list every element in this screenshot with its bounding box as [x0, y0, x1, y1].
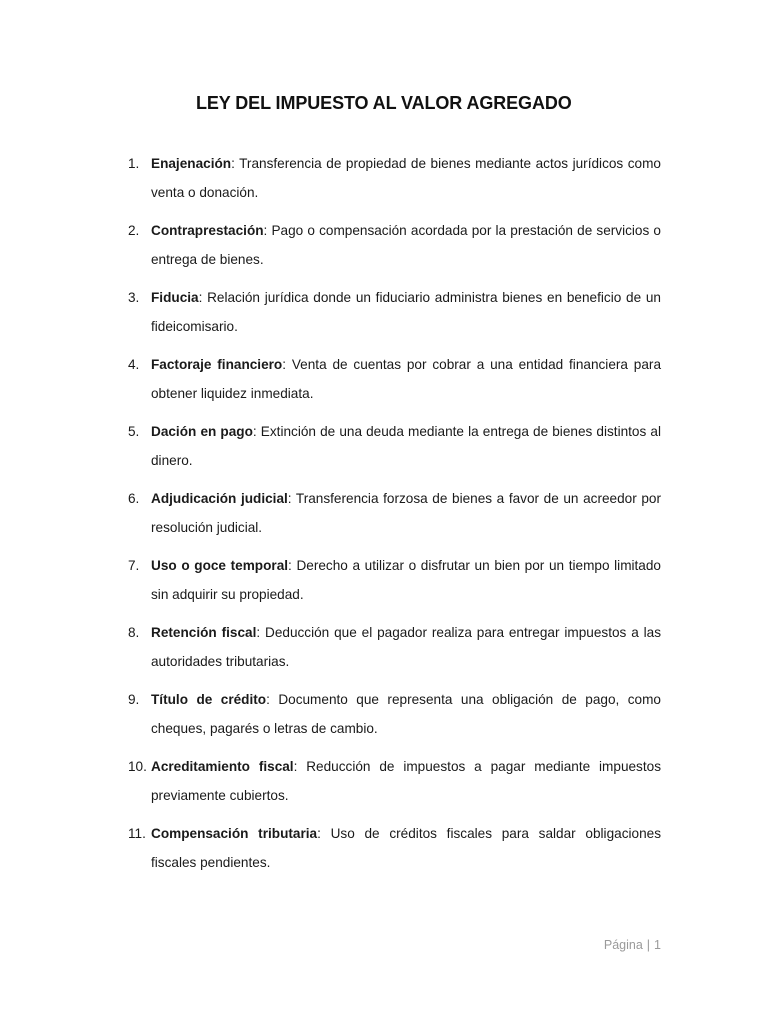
item-term: Dación en pago [151, 424, 253, 439]
item-number: 10. [128, 759, 147, 774]
list-item [0, 418, 768, 475]
list-item [0, 552, 768, 609]
page-number: 1 [654, 938, 661, 952]
list-item [0, 820, 768, 877]
item-term: Uso o goce temporal [151, 558, 289, 573]
item-definition: : Derecho a utilizar o disfrutar un bien por un tiempo limitado sin adquirir su propiedad. [151, 558, 661, 602]
item-definition: : Deducción que el pagador realiza para entregar impuestos a las autoridades tributarias. [151, 625, 662, 669]
list-item [0, 284, 768, 341]
item-definition: : Documento que representa una obligación de pago, como cheques, pagarés o letras de cambio. [151, 692, 661, 736]
item-term: Factoraje financiero [151, 357, 283, 372]
item-term: Título de crédito [151, 692, 267, 707]
item-number: 5. [128, 424, 140, 439]
item-number: 8. [128, 625, 140, 640]
list-item [0, 753, 768, 810]
item-definition: : Relación jurídica donde un fiduciario administra bienes en beneficio de un fideicomisario. [151, 290, 661, 334]
item-definition: : Venta de cuentas por cobrar a una entidad financiera para obtener liquidez inmediata. [151, 357, 662, 401]
document-title: LEY DEL IMPUESTO AL VALOR AGREGADO [196, 93, 572, 113]
list-item [0, 619, 768, 676]
item-number: 6. [128, 491, 140, 506]
item-term: Adjudicación judicial [151, 491, 288, 506]
item-term: Enajenación [151, 156, 232, 171]
list-item [0, 485, 768, 542]
item-number: 1. [128, 156, 140, 171]
item-number: 11. [128, 826, 146, 841]
item-term: Acreditamiento fiscal [151, 759, 294, 774]
item-definition: : Transferencia forzosa de bienes a favor de un acreedor por resolución judicial. [151, 491, 661, 535]
item-number: 7. [128, 558, 140, 573]
item-number: 4. [128, 357, 140, 372]
item-term: Compensación tributaria [151, 826, 318, 841]
list-item [0, 351, 768, 408]
list-item [0, 150, 768, 207]
item-term: Retención fiscal [151, 625, 257, 640]
footer-separator: | [646, 938, 651, 952]
item-definition: : Transferencia de propiedad de bienes mediante actos jurídicos como venta o donación. [151, 156, 661, 200]
item-term: Fiducia [151, 290, 199, 305]
item-number: 2. [128, 223, 140, 238]
list-item [0, 686, 768, 743]
definition-list [0, 150, 768, 887]
item-definition: : Uso de créditos fiscales para saldar obligaciones fiscales pendientes. [151, 826, 661, 870]
item-definition: : Reducción de impuestos a pagar mediante impuestos previamente cubiertos. [151, 759, 661, 803]
item-term: Contraprestación [151, 223, 264, 238]
item-definition: : Pago o compensación acordada por la prestación de servicios o entrega de bienes. [151, 223, 661, 267]
page-label: Página [603, 938, 643, 952]
list-item [0, 217, 768, 274]
page-footer [604, 938, 661, 952]
item-definition: : Extinción de una deuda mediante la entrega de bienes distintos al dinero. [151, 424, 661, 468]
item-number: 9. [128, 692, 140, 707]
item-number: 3. [128, 290, 140, 305]
